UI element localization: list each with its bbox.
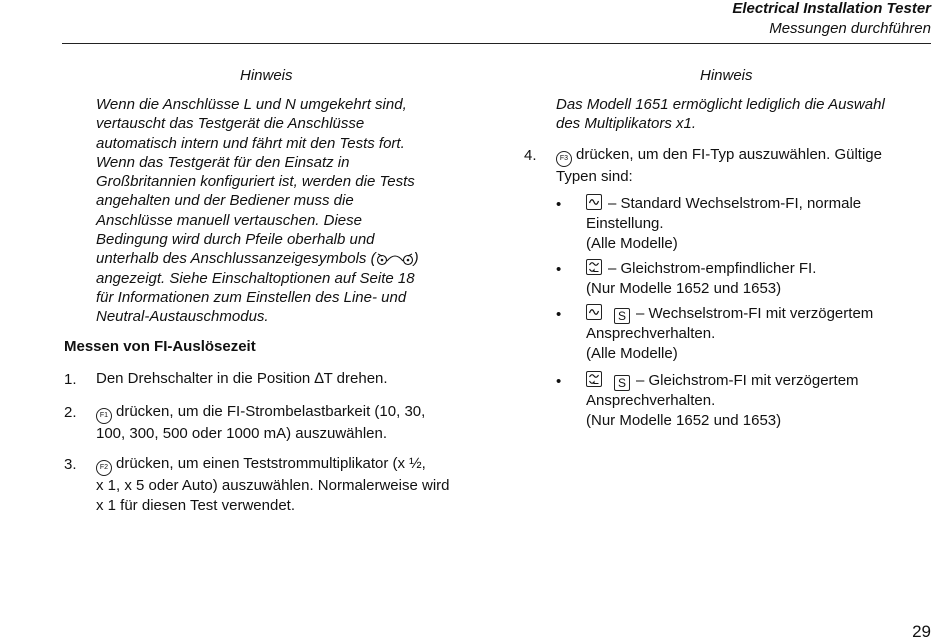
- note-line: Wenn die Anschlüsse L und N umgekehrt sind,: [96, 96, 407, 113]
- ac-wave-icon: [586, 194, 602, 210]
- note-line: Bedingung wird durch Pfeile oberhalb und: [96, 231, 375, 249]
- step-line: drücken, um den FI-Typ auszuwählen. Gültige: [576, 146, 882, 163]
- f1-key-icon: F1: [96, 408, 112, 424]
- ac-wave-icon: [586, 304, 602, 320]
- rcd-type-item: [586, 304, 873, 364]
- rcd-type-item: [586, 259, 816, 299]
- rcd-type-line: Ansprechverhalten.: [586, 325, 716, 342]
- bullet: •: [556, 196, 562, 213]
- bullet: •: [556, 373, 562, 390]
- rcd-type-line: Ansprechverhalten.: [586, 392, 716, 409]
- note-line: Neutral-Austauschmodus.: [96, 308, 269, 326]
- step-line: drücken, um einen Teststrommultiplikator (x ½,: [116, 455, 426, 472]
- dc-sensitive-icon: [586, 259, 602, 275]
- left-note-text: [96, 95, 419, 327]
- step-text: [556, 145, 882, 187]
- step-line: x 1 für diesen Test verwendet.: [96, 497, 295, 514]
- note-symbol-suffix: ): [413, 250, 419, 268]
- note-line: automatisch intern und fährt mit den Tests fort.: [96, 134, 405, 152]
- rcd-type-line: – Standard Wechselstrom-FI, normale: [608, 195, 862, 212]
- rcd-type-line: – Gleichstrom-empfindlicher FI.: [608, 260, 817, 277]
- s-type-icon: S: [614, 308, 630, 324]
- note-line: Wenn das Testgerät für den Einsatz in: [96, 153, 350, 171]
- step-text: [96, 402, 425, 444]
- note-line: angehalten und der Bediener muss die: [96, 192, 354, 210]
- step-text: [96, 369, 388, 389]
- note-line-with-symbol: [96, 249, 419, 268]
- step-line: drücken, um die FI-Strombelastbarkeit (10, 30,: [116, 403, 426, 420]
- step-number: 2.: [64, 404, 77, 421]
- note-line: Das Modell 1651 ermöglicht lediglich die Auswahl: [556, 96, 885, 113]
- step-number: 4.: [524, 147, 537, 164]
- rcd-type-line: Einstellung.: [586, 215, 664, 232]
- left-note-heading: Hinweis: [240, 67, 293, 84]
- rcd-type-line: (Nur Modelle 1652 und 1653): [586, 412, 782, 429]
- rcd-type-item: [586, 371, 859, 431]
- note-symbol-prefix: unterhalb des Anschlussanzeigesymbols (: [96, 250, 376, 268]
- f2-key-icon: F2: [96, 460, 112, 476]
- note-line: angezeigt. Siehe Einschaltoptionen auf Seite 18: [96, 269, 415, 287]
- dc-sensitive-icon: [586, 371, 602, 387]
- rcd-type-line: (Alle Modelle): [586, 235, 678, 252]
- rcd-type-line: – Wechselstrom-FI mit verzögertem: [636, 305, 874, 322]
- step-line: x 1, x 5 oder Auto) auszuwählen. Normalerweise wird: [96, 477, 450, 494]
- bullet: •: [556, 261, 562, 278]
- note-line: vertauscht das Testgerät die Anschlüsse: [96, 115, 365, 133]
- step-number: 3.: [64, 456, 77, 473]
- right-note-heading: Hinweis: [700, 67, 753, 84]
- document-subtitle: Messungen durchführen: [769, 20, 931, 37]
- rcd-type-line: (Nur Modelle 1652 und 1653): [586, 280, 782, 297]
- step-line: Den Drehschalter in die Position ∆T drehen.: [96, 370, 388, 387]
- step-line: 100, 300, 500 oder 1000 mA) auszuwählen.: [96, 425, 388, 442]
- step-line: Typen sind:: [556, 168, 633, 185]
- step-number: 1.: [64, 371, 77, 388]
- s-type-icon: S: [614, 375, 630, 391]
- step-text: [96, 454, 450, 516]
- section-heading: Messen von FI-Auslösezeit: [64, 338, 256, 355]
- note-line: Großbritannien konfiguriert ist, werden die Tests: [96, 173, 415, 191]
- rcd-type-item: [586, 194, 861, 254]
- note-line: Anschlüsse manuell vertauschen. Diese: [96, 211, 362, 229]
- header-divider: [62, 43, 931, 44]
- note-line: für Informationen zum Einstellen des Line- und: [96, 288, 407, 306]
- rcd-type-line: – Gleichstrom-FI mit verzögertem: [636, 372, 859, 389]
- lead-swap-icon: [376, 252, 414, 266]
- bullet: •: [556, 306, 562, 323]
- f3-key-icon: F3: [556, 151, 572, 167]
- rcd-type-line: (Alle Modelle): [586, 345, 678, 362]
- page-number: 29: [912, 622, 931, 641]
- document-title: Electrical Installation Tester: [732, 0, 931, 17]
- note-line: des Multiplikators x1.: [556, 115, 697, 133]
- right-note-text: [556, 95, 885, 134]
